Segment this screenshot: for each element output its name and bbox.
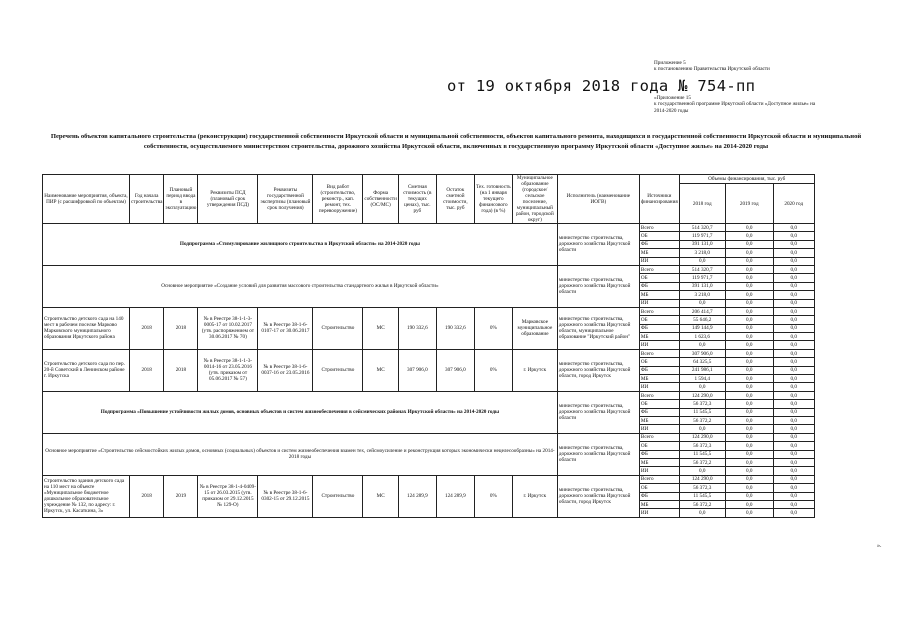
table-row xyxy=(43,391,815,399)
finance-source: ИИ xyxy=(639,299,679,307)
table-row xyxy=(43,349,815,357)
value-2019: 0,0 xyxy=(725,333,773,341)
finance-source: Всего xyxy=(639,475,679,483)
value-2020: 0,0 xyxy=(773,316,814,324)
appendix-line: Приложение 5 xyxy=(654,60,686,66)
col-form: Форма собственности (ОС/МС) xyxy=(363,175,398,224)
value-2020: 0,0 xyxy=(773,492,814,500)
objects-table xyxy=(42,174,815,518)
object-work: Строительство xyxy=(313,307,363,349)
object-name: Строительство детского сада по пер. 20-й Советский в Ленинском районе г. Иркутска xyxy=(43,349,130,391)
value-2018: 149 144,9 xyxy=(679,324,725,332)
value-2019: 0,0 xyxy=(725,484,773,492)
object-start: 2018 xyxy=(130,307,164,349)
object-expert: № в Реестре 38-1-6-0107-17 от 30.06.2017 xyxy=(258,307,313,349)
value-2018: 391 131,0 xyxy=(679,240,725,248)
finance-source: МБ xyxy=(639,458,679,466)
table-row xyxy=(43,475,815,483)
object-cost: 190 332,6 xyxy=(398,307,436,349)
value-2018: 0,0 xyxy=(679,257,725,265)
col-plan: Плановый период ввода в эксплуатацию xyxy=(164,175,198,224)
finance-source: ИИ xyxy=(639,509,679,517)
finance-source: МБ xyxy=(639,333,679,341)
main-activity-label: Основное мероприятие «Создание условий для развития массового строительства стандартного жилья в Иркутской области» xyxy=(43,265,558,307)
col-2018: 2018 год xyxy=(679,184,725,224)
value-2020: 0,0 xyxy=(773,274,814,282)
value-2018: 56 372,2 xyxy=(679,458,725,466)
value-2020: 0,0 xyxy=(773,416,814,424)
decree-stamp: от 19 октября 2018 года № 754-пп xyxy=(447,77,756,95)
value-2018: 514 320,7 xyxy=(679,265,725,273)
finance-source: ОБ xyxy=(639,316,679,324)
value-2020: 0,0 xyxy=(773,358,814,366)
value-2019: 0,0 xyxy=(725,467,773,475)
finance-source: Всего xyxy=(639,307,679,315)
value-2020: 0,0 xyxy=(773,249,814,257)
object-name: Строительство здания детского сада на 110 мест на объекте «Муниципальное бюджетное дошкольное образовательное учреждение № 132, по адресу: г. Иркутск, ул. Касаткина, 3» xyxy=(43,475,130,517)
value-2019: 0,0 xyxy=(725,391,773,399)
object-work: Строительство xyxy=(313,475,363,517)
subprogram-label: Подпрограмма «Повышение устойчивости жилых домов, основных объектов и систем жизнеобеспечения в сейсмических районах Иркутской области» на 2014-2020 годы xyxy=(43,391,558,433)
value-2018: 3 218,0 xyxy=(679,291,725,299)
executor: министерство строительства, дорожного хозяйства Иркутской области xyxy=(557,391,639,433)
executor: министерство строительства, дорожного хозяйства Иркутской области xyxy=(557,224,639,266)
finance-source: ФБ xyxy=(639,282,679,290)
table-body xyxy=(43,224,815,518)
col-psd: Реквизиты ПСД (плановый срок утверждения ПСД) xyxy=(198,175,258,224)
object-form: МС xyxy=(363,475,398,517)
value-2018: 11 545,5 xyxy=(679,450,725,458)
object-ready: 0% xyxy=(474,307,512,349)
closing-mark: ». xyxy=(877,543,882,549)
col-unit: Объемы финансирования, тыс. руб xyxy=(679,175,814,184)
value-2019: 0,0 xyxy=(725,433,773,441)
object-form: МС xyxy=(363,349,398,391)
value-2018: 64 325,5 xyxy=(679,358,725,366)
value-2018: 0,0 xyxy=(679,341,725,349)
appendix-header xyxy=(654,60,869,73)
finance-source: МБ xyxy=(639,500,679,508)
value-2019: 0,0 xyxy=(725,240,773,248)
value-2020: 0,0 xyxy=(773,458,814,466)
col-rest: Остаток сметной стоимости, тыс. руб xyxy=(436,175,474,224)
value-2020: 0,0 xyxy=(773,333,814,341)
value-2019: 0,0 xyxy=(725,408,773,416)
value-2019: 0,0 xyxy=(725,450,773,458)
finance-source: ОБ xyxy=(639,232,679,240)
appendix-program xyxy=(654,95,869,114)
col-2019: 2019 год xyxy=(725,184,773,224)
object-work: Строительство xyxy=(313,349,363,391)
value-2020: 0,0 xyxy=(773,475,814,483)
value-2019: 0,0 xyxy=(725,442,773,450)
object-rest: 307 906,0 xyxy=(436,349,474,391)
value-2019: 0,0 xyxy=(725,316,773,324)
executor: министерство строительства, дорожного хозяйства Иркутской области, муниципальное образование "Иркутский район" xyxy=(557,307,639,349)
object-name: Строительство детского сада на 140 мест в рабочем поселке Марково Марковского муниципального образования Иркутского района xyxy=(43,307,130,349)
object-rest: 124 289,9 xyxy=(436,475,474,517)
value-2018: 514 320,7 xyxy=(679,224,725,232)
value-2019: 0,0 xyxy=(725,425,773,433)
object-ready: 0% xyxy=(474,349,512,391)
value-2020: 0,0 xyxy=(773,307,814,315)
object-ready: 0% xyxy=(474,475,512,517)
finance-source: Всего xyxy=(639,265,679,273)
finance-source: ИИ xyxy=(639,467,679,475)
value-2020: 0,0 xyxy=(773,257,814,265)
value-2019: 0,0 xyxy=(725,257,773,265)
value-2018: 391 131,0 xyxy=(679,282,725,290)
value-2019: 0,0 xyxy=(725,224,773,232)
appendix-line: к постановлению Правительства Иркутской области xyxy=(654,66,770,73)
value-2019: 0,0 xyxy=(725,291,773,299)
object-form: МС xyxy=(363,307,398,349)
finance-source: ИИ xyxy=(639,257,679,265)
object-plan: 2018 xyxy=(164,307,198,349)
value-2018: 124 290,0 xyxy=(679,433,725,441)
value-2018: 0,0 xyxy=(679,467,725,475)
value-2020: 0,0 xyxy=(773,232,814,240)
value-2020: 0,0 xyxy=(773,450,814,458)
object-start: 2018 xyxy=(130,475,164,517)
value-2020: 0,0 xyxy=(773,349,814,357)
finance-source: ФБ xyxy=(639,324,679,332)
executor: министерство строительства, дорожного хозяйства Иркутской области, город Иркутск xyxy=(557,475,639,517)
table-row xyxy=(43,224,815,232)
value-2019: 0,0 xyxy=(725,375,773,383)
value-2020: 0,0 xyxy=(773,509,814,517)
value-2020: 0,0 xyxy=(773,366,814,374)
value-2019: 0,0 xyxy=(725,416,773,424)
executor: министерство строительства, дорожного хозяйства Иркутской области xyxy=(557,433,639,475)
finance-source: ОБ xyxy=(639,400,679,408)
finance-source: Всего xyxy=(639,433,679,441)
col-muni: Муниципальное образование (городское/сельское поселение, муниципальный район, городской округ) xyxy=(512,175,557,224)
value-2019: 0,0 xyxy=(725,324,773,332)
value-2018: 3 218,0 xyxy=(679,249,725,257)
value-2019: 0,0 xyxy=(725,383,773,391)
value-2019: 0,0 xyxy=(725,475,773,483)
value-2019: 0,0 xyxy=(725,307,773,315)
value-2019: 0,0 xyxy=(725,282,773,290)
value-2018: 1 623,6 xyxy=(679,333,725,341)
value-2020: 0,0 xyxy=(773,467,814,475)
finance-source: ОБ xyxy=(639,274,679,282)
value-2018: 119 971,7 xyxy=(679,274,725,282)
value-2018: 0,0 xyxy=(679,509,725,517)
value-2019: 0,0 xyxy=(725,349,773,357)
value-2018: 0,0 xyxy=(679,425,725,433)
appendix-line: «Приложение 15 xyxy=(654,95,691,101)
value-2018: 119 971,7 xyxy=(679,232,725,240)
value-2019: 0,0 xyxy=(725,249,773,257)
finance-source: ФБ xyxy=(639,408,679,416)
value-2018: 1 594,4 xyxy=(679,375,725,383)
table-row xyxy=(43,433,815,441)
value-2020: 0,0 xyxy=(773,442,814,450)
value-2018: 11 545,5 xyxy=(679,408,725,416)
value-2018: 307 906,0 xyxy=(679,349,725,357)
value-2020: 0,0 xyxy=(773,265,814,273)
object-muni: г. Иркутск xyxy=(512,349,557,391)
value-2020: 0,0 xyxy=(773,240,814,248)
value-2020: 0,0 xyxy=(773,324,814,332)
col-2020: 2020 год xyxy=(773,184,814,224)
value-2019: 0,0 xyxy=(725,299,773,307)
finance-source: ФБ xyxy=(639,492,679,500)
value-2018: 0,0 xyxy=(679,299,725,307)
object-muni: г. Иркутск xyxy=(512,475,557,517)
value-2019: 0,0 xyxy=(725,265,773,273)
col-start: Год начала строительства xyxy=(130,175,164,224)
document-title: Перечень объектов капитального строительства (реконструкции) государственной собственности Иркутской области и муниципальной собственности, объектов капитального ремонта, находящихся в государственной собственности Иркутской области и муниципальной собственности, осуществляемого министерством строительства, дорожного хозяйства Иркутской области, включенных в государственную программу Иркутской области «Доступное жилье» на 2014-2020 годы xyxy=(50,133,862,150)
value-2019: 0,0 xyxy=(725,458,773,466)
subprogram-label: Подпрограмма «Стимулирование жилищного строительства в Иркутской области» на 2014-2020 годы xyxy=(43,224,558,266)
finance-source: Всего xyxy=(639,224,679,232)
object-cost: 307 906,0 xyxy=(398,349,436,391)
value-2019: 0,0 xyxy=(725,274,773,282)
object-psd: № в Реестре 38-1-1-3-0014-16 от 23.05.2016 (утв. приказом от 05.06.2017 № 57) xyxy=(198,349,258,391)
executor: министерство строительства, дорожного хозяйства Иркутской области, город Иркутск xyxy=(557,349,639,391)
finance-source: ОБ xyxy=(639,484,679,492)
value-2020: 0,0 xyxy=(773,500,814,508)
value-2018: 56 372,3 xyxy=(679,400,725,408)
appendix-line: 2014-2020 годы xyxy=(654,107,689,114)
value-2019: 0,0 xyxy=(725,400,773,408)
value-2020: 0,0 xyxy=(773,299,814,307)
object-cost: 124 289,9 xyxy=(398,475,436,517)
appendix-line: к государственной программе Иркутской области «Доступное жилье» на xyxy=(654,101,816,108)
finance-source: ФБ xyxy=(639,450,679,458)
executor: министерство строительства, дорожного хозяйства Иркутской области xyxy=(557,265,639,307)
table-header-row xyxy=(43,175,815,184)
value-2018: 56 372,2 xyxy=(679,416,725,424)
value-2018: 124 290,0 xyxy=(679,391,725,399)
object-expert: № в Реестре 38-1-6-0037-16 от 23.05.2016 xyxy=(258,349,313,391)
value-2020: 0,0 xyxy=(773,391,814,399)
finance-source: Всего xyxy=(639,391,679,399)
value-2018: 55 646,2 xyxy=(679,316,725,324)
value-2018: 56 372,3 xyxy=(679,484,725,492)
finance-source: ФБ xyxy=(639,240,679,248)
col-exec: Исполнитель (наименование ИОГВ) xyxy=(557,175,639,224)
value-2019: 0,0 xyxy=(725,366,773,374)
value-2019: 0,0 xyxy=(725,492,773,500)
value-2020: 0,0 xyxy=(773,291,814,299)
col-cost: Сметная стоимость (в текущих ценах), тыс. руб xyxy=(398,175,436,224)
finance-source: МБ xyxy=(639,416,679,424)
col-src: Источники финансирования xyxy=(639,175,679,224)
value-2018: 206 414,7 xyxy=(679,307,725,315)
col-ready: Тех. готовность (на 1 января текущего финансового года) (в %) xyxy=(474,175,512,224)
value-2019: 0,0 xyxy=(725,341,773,349)
value-2020: 0,0 xyxy=(773,408,814,416)
value-2018: 56 372,3 xyxy=(679,442,725,450)
object-muni: Марковское муниципальное образование xyxy=(512,307,557,349)
value-2020: 0,0 xyxy=(773,484,814,492)
finance-source: ИИ xyxy=(639,425,679,433)
value-2018: 241 986,1 xyxy=(679,366,725,374)
object-plan: 2018 xyxy=(164,349,198,391)
finance-source: МБ xyxy=(639,375,679,383)
value-2020: 0,0 xyxy=(773,282,814,290)
finance-source: Всего xyxy=(639,349,679,357)
finance-source: ОБ xyxy=(639,358,679,366)
table-row xyxy=(43,265,815,273)
value-2018: 56 372,2 xyxy=(679,500,725,508)
finance-source: ОБ xyxy=(639,442,679,450)
finance-source: ИИ xyxy=(639,341,679,349)
object-expert: № в Реестре 38-1-6-0302-15 от 29.12.2015 xyxy=(258,475,313,517)
value-2019: 0,0 xyxy=(725,509,773,517)
value-2018: 124 290,0 xyxy=(679,475,725,483)
value-2019: 0,0 xyxy=(725,500,773,508)
value-2020: 0,0 xyxy=(773,375,814,383)
finance-source: ФБ xyxy=(639,366,679,374)
object-start: 2018 xyxy=(130,349,164,391)
value-2020: 0,0 xyxy=(773,425,814,433)
col-name: Наименование мероприятия, объекта, ПИР (с расшифровкой по объектам) xyxy=(43,175,130,224)
value-2020: 0,0 xyxy=(773,383,814,391)
main-activity-label: Основное мероприятие «Строительство сейсмостойких жилых домов, основных (социальных) объектов и систем жизнеобеспечения взамен тех, сейсмоусиление и реконструкция которых экономически нецелесообразны» на 2014-2018 годы xyxy=(43,433,558,475)
value-2020: 0,0 xyxy=(773,433,814,441)
object-rest: 190 332,6 xyxy=(436,307,474,349)
table-row xyxy=(43,307,815,315)
object-plan: 2019 xyxy=(164,475,198,517)
value-2020: 0,0 xyxy=(773,224,814,232)
finance-source: МБ xyxy=(639,249,679,257)
value-2019: 0,0 xyxy=(725,358,773,366)
finance-source: ИИ xyxy=(639,383,679,391)
col-expert: Реквизиты государственной экспертизы (плановый срок получения) xyxy=(258,175,313,224)
object-psd: № в Реестре 38-1-1-3-0005-17 от 10.02.2017 (утв. распоряжением от 30.06.2017 № 70) xyxy=(198,307,258,349)
value-2020: 0,0 xyxy=(773,341,814,349)
value-2018: 11 545,5 xyxy=(679,492,725,500)
value-2019: 0,0 xyxy=(725,232,773,240)
object-psd: № в Реестре 38-1-4-0409-15 от 26.03.2015 (утв. приказом от 29.12.2015 № 129-О) xyxy=(198,475,258,517)
col-work: Вид работ (строительство, реконстр., кап. ремонт, тех. перевооружение) xyxy=(313,175,363,224)
finance-source: МБ xyxy=(639,291,679,299)
value-2020: 0,0 xyxy=(773,400,814,408)
value-2018: 0,0 xyxy=(679,383,725,391)
